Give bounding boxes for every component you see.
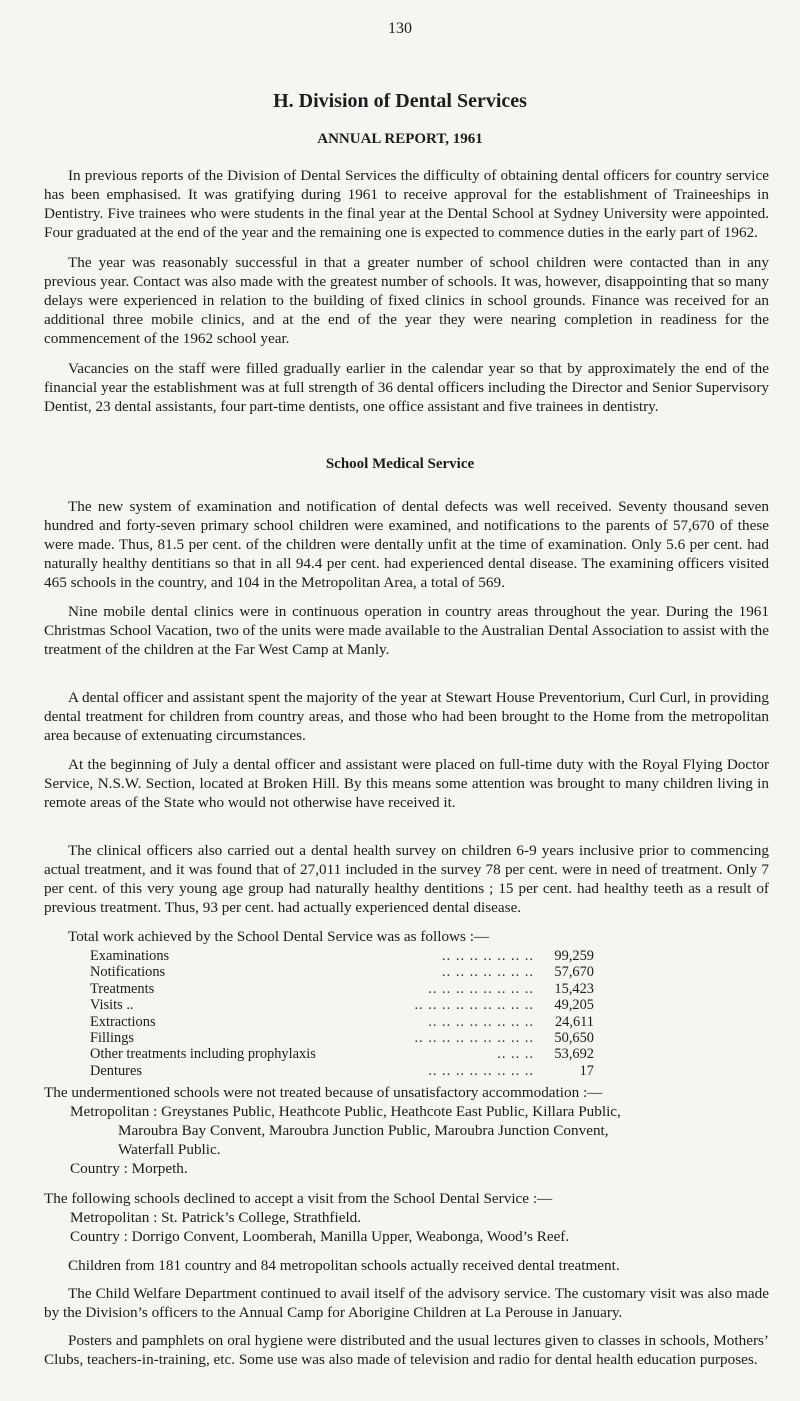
untreated-intro: The undermentioned schools were not treated because of unsatisfactory accommodation :— — [44, 1084, 603, 1101]
page-title: H. Division of Dental Services — [273, 90, 527, 112]
section-heading: School Medical Service — [325, 456, 475, 472]
school-paragraph-5: The clinical officers also carried out a dental health survey on children 6-9 years inclusive prior to commencing actual treatment, and it was found that of 27,011 included in the survey 78 per cent. were in need of treatment. Only 7 per cent. of this very young age group had naturally healthy dentitions ; 15 per cent. had healthy teeth as a result of previous treatment. Thus, 93 per cent. had actually experienced dental disease. — [44, 842, 769, 916]
row-label: Other treatments including prophylaxis — [90, 1046, 322, 1062]
row-value: 49,205 — [554, 997, 594, 1014]
untreated-schools — [44, 1083, 769, 1178]
row-label: Examinations — [90, 948, 175, 964]
table-row: .. .. .. .. .. .. .. Notifications 57,670 — [90, 964, 594, 981]
untreated-metro-line-1: Metropolitan : Greystanes Public, Heathcote Public, Heathcote East Public, Killara Public, — [70, 1103, 621, 1120]
row-value: 53,692 — [554, 1046, 594, 1063]
row-label: Treatments — [90, 981, 160, 997]
row-label: Notifications — [90, 964, 171, 980]
row-label: Visits .. — [90, 997, 140, 1013]
intro-paragraph-1: In previous reports of the Division of Dental Services the difficulty of obtaining dental officers for country service has been emphasised. It was gratifying during 1961 to receive approval for the establishment of Traineeships in Dentistry. Five trainees who were students in the final year at the Dental School at Sydney University were appointed. Four graduated at the end of the year and the remaining one is expected to commence duties in the early part of 1962. — [44, 167, 769, 241]
table-row: .. .. .. .. .. .. .. .. Extractions 24,611 — [90, 1013, 594, 1030]
untreated-metro-line-3: Waterfall Public. — [118, 1141, 221, 1158]
declined-schools — [44, 1189, 769, 1246]
school-paragraph-4: At the beginning of July a dental officer and assistant were placed on full-time duty with the Royal Flying Doctor Service, N.S.W. Section, located at Broken Hill. By this means some attention was brought to many children living in remote areas of the State who would not otherwise have received it. — [44, 756, 769, 811]
closing-paragraph-1: Children from 181 country and 84 metropolitan schools actually received dental treatment. — [68, 1257, 620, 1274]
report-subtitle: ANNUAL REPORT, 1961 — [317, 131, 483, 147]
intro-paragraph-3: Vacancies on the staff were filled gradually earlier in the calendar year so that by approximately the end of the financial year the establishment was at full strength of 36 dental officers including the Director and Senior Supervisory Dentist, 23 dental assistants, four part-time dentists, one office assistant and five trainees in dentistry. — [44, 360, 769, 415]
row-value: 24,611 — [554, 1013, 594, 1030]
declined-country: Country : Dorrigo Convent, Loomberah, Manilla Upper, Weabonga, Wood’s Reef. — [70, 1228, 570, 1245]
row-label: Extractions — [90, 1014, 162, 1030]
row-label: Dentures — [90, 1063, 148, 1079]
table-row: .. .. .. .. .. .. .. .. Treatments 15,423 — [90, 980, 594, 997]
row-value: 99,259 — [554, 948, 594, 964]
closing-paragraph-2: The Child Welfare Department continued to avail itself of the advisory service. The customary visit was also made by the Division’s officers to the Annual Camp for Aborigine Children at La Perouse in January. — [44, 1285, 769, 1321]
school-paragraph-3: A dental officer and assistant spent the majority of the year at Stewart House Preventorium, Curl Curl, in providing dental treatment for children from country areas, and those who had been brought to the Home from the metropolitan area because of extenuating circumstances. — [44, 689, 769, 744]
row-value: 50,650 — [554, 1029, 594, 1046]
declined-intro: The following schools declined to accept a visit from the School Dental Service :— — [44, 1190, 553, 1207]
table-row: .. .. .. .. .. .. .. .. .. Visits .. 49,205 — [90, 997, 594, 1014]
row-value: 57,670 — [554, 964, 594, 981]
row-label: Fillings — [90, 1030, 140, 1046]
untreated-metro-line-2: Maroubra Bay Convent, Maroubra Junction Public, Maroubra Junction Convent, — [118, 1122, 609, 1139]
declined-metro: Metropolitan : St. Patrick’s College, Strathfield. — [70, 1209, 362, 1226]
school-paragraph-2: Nine mobile dental clinics were in continuous operation in country areas throughout the year. During the 1961 Christmas School Vacation, two of the units were made available to the Australian Dental Association to assist with the treatment of the children at the Far West Camp at Manly. — [44, 603, 769, 658]
school-paragraph-1: The new system of examination and notification of dental defects was well received. Seventy thousand seven hundred and forty-seven primary school children were examined, and notifications to the parents of 57,670 of these were made. Thus, 81.5 per cent. of the children were dentally unfit at the time of examination. Only 5.6 per cent. had naturally healthy dentitians so that in all 94.4 per cent. had experienced dental disease. The examining officers visited 465 schools in the country, and 104 in the Metropolitan Area, a total of 569. — [44, 498, 769, 591]
table-row: .. .. .. .. .. .. .. Examinations 99,259 — [90, 948, 594, 964]
work-intro: Total work achieved by the School Dental Service was as follows :— — [68, 928, 490, 945]
page-number: 130 — [388, 20, 412, 37]
row-value: 15,423 — [554, 980, 594, 997]
table-row: .. .. .. Other treatments including prophylaxis 53,692 — [90, 1046, 594, 1063]
table-row: .. .. .. .. .. .. .. .. .. Fillings 50,650 — [90, 1029, 594, 1046]
intro-paragraph-2: The year was reasonably successful in that a greater number of school children were contacted than in any previous year. Contact was also made with the greatest number of schools. It was, however, disappointing that so many delays were experienced in relation to the building of fixed clinics in school grounds. Finance was received for an additional three mobile clinics, and at the end of the year they were nearing completion in readiness for the commencement of the 1962 school year. — [44, 254, 769, 347]
table-row: .. .. .. .. .. .. .. .. Dentures 17 — [90, 1062, 594, 1079]
untreated-country: Country : Morpeth. — [70, 1160, 188, 1177]
closing-paragraph-3: Posters and pamphlets on oral hygiene were distributed and the usual lectures given to classes in schools, Mothers’ Clubs, teachers-in-training, etc. Some use was also made of television and radio for dental health education purposes. — [44, 1332, 769, 1368]
row-value: 17 — [579, 1062, 594, 1079]
work-table — [90, 948, 594, 1079]
